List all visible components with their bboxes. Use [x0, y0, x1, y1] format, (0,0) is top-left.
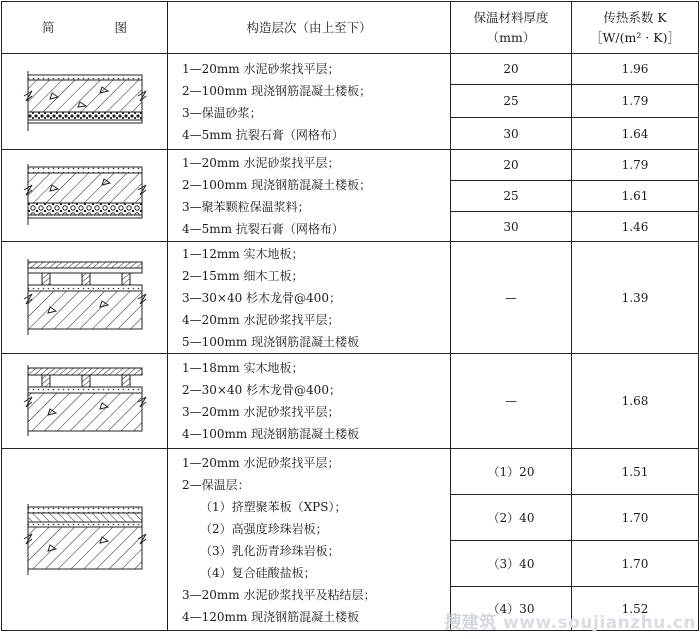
- k-value: 1.70: [572, 495, 699, 541]
- diagram-cell: [2, 242, 168, 354]
- layer-item: 1—20mm 水泥砂浆找平层；: [182, 455, 340, 470]
- k-value: 1.79: [572, 150, 699, 181]
- diagram-cell: [2, 449, 168, 631]
- layer-item: （4）复合硅酸盐板；: [200, 565, 316, 580]
- layer-item: 4—5mm 抗裂石膏（网格布）: [182, 221, 344, 236]
- layer-item: 5—100mm 现浇钢筋混凝土楼板: [182, 334, 360, 349]
- header-k-title: 传热系数 K: [603, 9, 667, 25]
- layers-cell: [168, 354, 451, 449]
- header-row: [2, 2, 699, 54]
- layer-item: 4—20mm 水泥砂浆找平层；: [182, 312, 340, 327]
- table-row: [2, 54, 699, 85]
- layer-item: 1—12mm 实木地板；: [182, 246, 304, 261]
- watermark: [444, 608, 696, 633]
- layer-item: 3—保温砂浆；: [182, 105, 262, 120]
- header-thickness: [451, 2, 572, 54]
- thickness-value: 30: [451, 212, 572, 242]
- layers-cell: [168, 242, 451, 354]
- heat-transfer-table: [1, 1, 699, 631]
- thickness-value: —: [451, 242, 572, 354]
- layers-cell: [168, 449, 451, 631]
- k-value: 1.52: [572, 587, 699, 631]
- floor-section-diagram: [22, 364, 148, 438]
- layer-item: 2—30×40 杉木龙骨@400；: [182, 383, 341, 397]
- layer-item: （2）高强度珍珠岩板；: [200, 521, 328, 536]
- table-row: [2, 354, 699, 449]
- k-value: 1.79: [572, 85, 699, 118]
- k-value: 1.96: [572, 54, 699, 85]
- k-value: 1.70: [572, 541, 699, 587]
- thickness-value: 30: [451, 118, 572, 150]
- layer-item: 3—20mm 水泥砂浆找平及粘结层；: [182, 587, 376, 602]
- layer-item: 4—5mm 抗裂石膏（网格布）: [182, 127, 344, 142]
- thickness-value: 20: [451, 150, 572, 181]
- floor-section-diagram: [22, 259, 148, 337]
- layer-item: 1—18mm 实木地板；: [182, 361, 304, 375]
- k-value: 1.46: [572, 212, 699, 242]
- thickness-value: （1）20: [451, 449, 572, 495]
- layer-item: 3—聚苯颗粒保温浆料；: [182, 199, 310, 214]
- thickness-value: （4）30: [451, 587, 572, 631]
- thickness-value: 20: [451, 54, 572, 85]
- layer-item: 2—保温层：: [182, 477, 250, 492]
- layer-item: 4—100mm 现浇钢筋混凝土楼板: [182, 427, 360, 441]
- layer-item: 1—20mm 水泥砂浆找平层；: [182, 155, 340, 170]
- diagram-cell: [2, 354, 168, 449]
- thickness-value: —: [451, 354, 572, 449]
- layer-item: 2—15mm 细木工板；: [182, 268, 304, 283]
- k-value: 1.51: [572, 449, 699, 495]
- layer-item: （1）挤塑聚苯板（XPS）；: [200, 499, 347, 514]
- table-row: [2, 242, 699, 354]
- floor-section-diagram: [22, 503, 148, 577]
- layer-item: 4—120mm 现浇钢筋混凝土楼板: [182, 609, 360, 624]
- floor-section-diagram: [22, 69, 148, 135]
- diagram-cell: [2, 54, 168, 150]
- header-diagram: 简 图: [2, 2, 168, 54]
- floor-section-diagram: [22, 163, 148, 229]
- table-row: [2, 449, 699, 495]
- layers-cell: [168, 150, 451, 242]
- k-value: 1.68: [572, 354, 699, 449]
- thickness-value: （3）40: [451, 541, 572, 587]
- header-thickness-unit: （mm）: [486, 29, 536, 45]
- layer-item: （3）乳化沥青珍珠岩板；: [200, 543, 340, 558]
- diagram-cell: [2, 150, 168, 242]
- layers-cell: [168, 54, 451, 150]
- header-k: [572, 2, 699, 54]
- watermark-url: www.soujianzhu.cn: [503, 613, 696, 633]
- watermark-cn: 搜建筑: [444, 613, 497, 633]
- thickness-value: 25: [451, 181, 572, 212]
- header-thickness-title: 保温材料厚度: [473, 9, 549, 25]
- layer-item: 2—100mm 现浇钢筋混凝土楼板；: [182, 83, 372, 98]
- k-value: 1.39: [572, 242, 699, 354]
- table-row: [2, 150, 699, 181]
- k-value: 1.61: [572, 181, 699, 212]
- header-k-unit: ［W/(m² · K)］: [590, 29, 680, 45]
- thickness-value: 25: [451, 85, 572, 118]
- layer-item: 3—30×40 杉木龙骨@400；: [182, 290, 341, 305]
- layer-item: 3—20mm 水泥砂浆找平层；: [182, 405, 340, 419]
- thickness-value: （2）40: [451, 495, 572, 541]
- layer-item: 1—20mm 水泥砂浆找平层；: [182, 61, 340, 76]
- k-value: 1.64: [572, 118, 699, 150]
- header-layers: 构造层次（由上至下）: [168, 2, 451, 54]
- layer-item: 2—100mm 现浇钢筋混凝土楼板；: [182, 177, 372, 192]
